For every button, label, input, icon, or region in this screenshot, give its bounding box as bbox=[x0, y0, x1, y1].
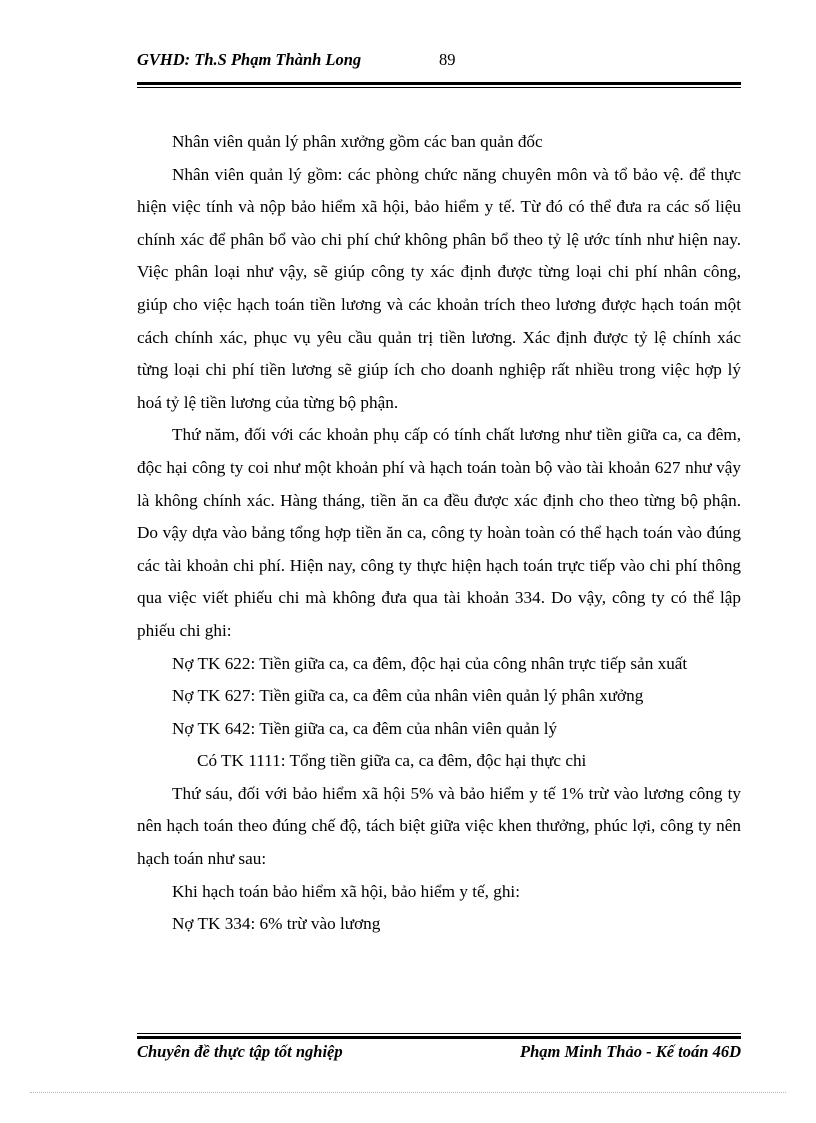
footer-author: Phạm Minh Thảo - Kế toán 46D bbox=[520, 1042, 741, 1061]
debit-entry: Nợ TK 334: 6% trừ vào lương bbox=[172, 914, 381, 934]
header-rule-thin bbox=[137, 87, 741, 88]
document-body bbox=[137, 126, 741, 941]
debit-entry: Nợ TK 622: Tiền giữa ca, ca đêm, độc hại của công nhân trực tiếp sản xuất bbox=[172, 653, 688, 673]
footer-rule-thick bbox=[137, 1036, 741, 1039]
paragraph: Khi hạch toán bảo hiểm xã hội, bảo hiểm y tế, ghi: bbox=[172, 881, 520, 901]
debit-entry: Nợ TK 627: Tiền giữa ca, ca đêm của nhân viên quản lý phân xưởng bbox=[172, 686, 644, 706]
paragraph: Thứ sáu, đối với bảo hiểm xã hội 5% và bảo hiểm y tế 1% trừ vào lương công ty nên hạch toán theo đúng chế độ, tách biệt giữa việc khen thưởng, phúc lợi, công ty nên hạch toán như sau: bbox=[137, 783, 741, 869]
page-header bbox=[137, 50, 741, 72]
paragraph: Nhân viên quản lý gồm: các phòng chức năng chuyên môn và tổ bảo vệ. để thực hiện việc tính và nộp bảo hiểm xã hội, bảo hiểm y tế. Từ đó có thể đưa ra các số liệu chính xác để phân bổ vào chi phí chứ không phân bổ theo tỷ lệ ước tính như hiện nay. Việc phân loại như vậy, sẽ giúp công ty xác định được từng loại chi phí nhân công, giúp cho việc hạch toán tiền lương và các khoản trích theo lương được hạch toán một cách chính xác, phục vụ yêu cầu quản trị tiền lương. Xác định được tỷ lệ chính xác từng loại chi phí tiền lương sẽ giúp ích cho doanh nghiệp rất nhiều trong việc hợp lý hoá tỷ lệ tiền lương của từng bộ phận. bbox=[137, 164, 741, 412]
paragraph: Thứ năm, đối với các khoản phụ cấp có tính chất lương như tiền giữa ca, ca đêm, độc hại công ty coi như một khoản phí và hạch toán toàn bộ vào tài khoản 627 như vậy là không chính xác. Hàng tháng, tiền ăn ca đều được xác định cho theo từng bộ phận. Do vậy dựa vào bảng tổng hợp tiền ăn ca, công ty hoàn toàn có thể hạch toán vào đúng các tài khoản chi phí. Hiện nay, công ty thực hiện hạch toán trực tiếp vào chi phí thông qua việc viết phiếu chi mà không đưa qua tài khoản 334. Do vậy, công ty có thể lập phiếu chi ghi: bbox=[137, 425, 741, 640]
footer-rule-thin bbox=[137, 1033, 741, 1034]
debit-entry: Nợ TK 642: Tiền giữa ca, ca đêm của nhân viên quản lý bbox=[172, 718, 558, 738]
page-number: 89 bbox=[439, 50, 456, 69]
credit-entry: Có TK 1111: Tổng tiền giữa ca, ca đêm, độc hại thực chi bbox=[197, 751, 587, 771]
paragraph: Nhân viên quản lý phân xưởng gồm các ban quản đốc bbox=[172, 132, 543, 151]
header-rule-thick bbox=[137, 82, 741, 85]
footer-title: Chuyên đề thực tập tốt nghiệp bbox=[137, 1042, 343, 1061]
page-edge-divider bbox=[30, 1092, 786, 1093]
advisor-name: GVHD: Th.S Phạm Thành Long bbox=[137, 50, 362, 69]
page-footer bbox=[137, 1042, 741, 1064]
